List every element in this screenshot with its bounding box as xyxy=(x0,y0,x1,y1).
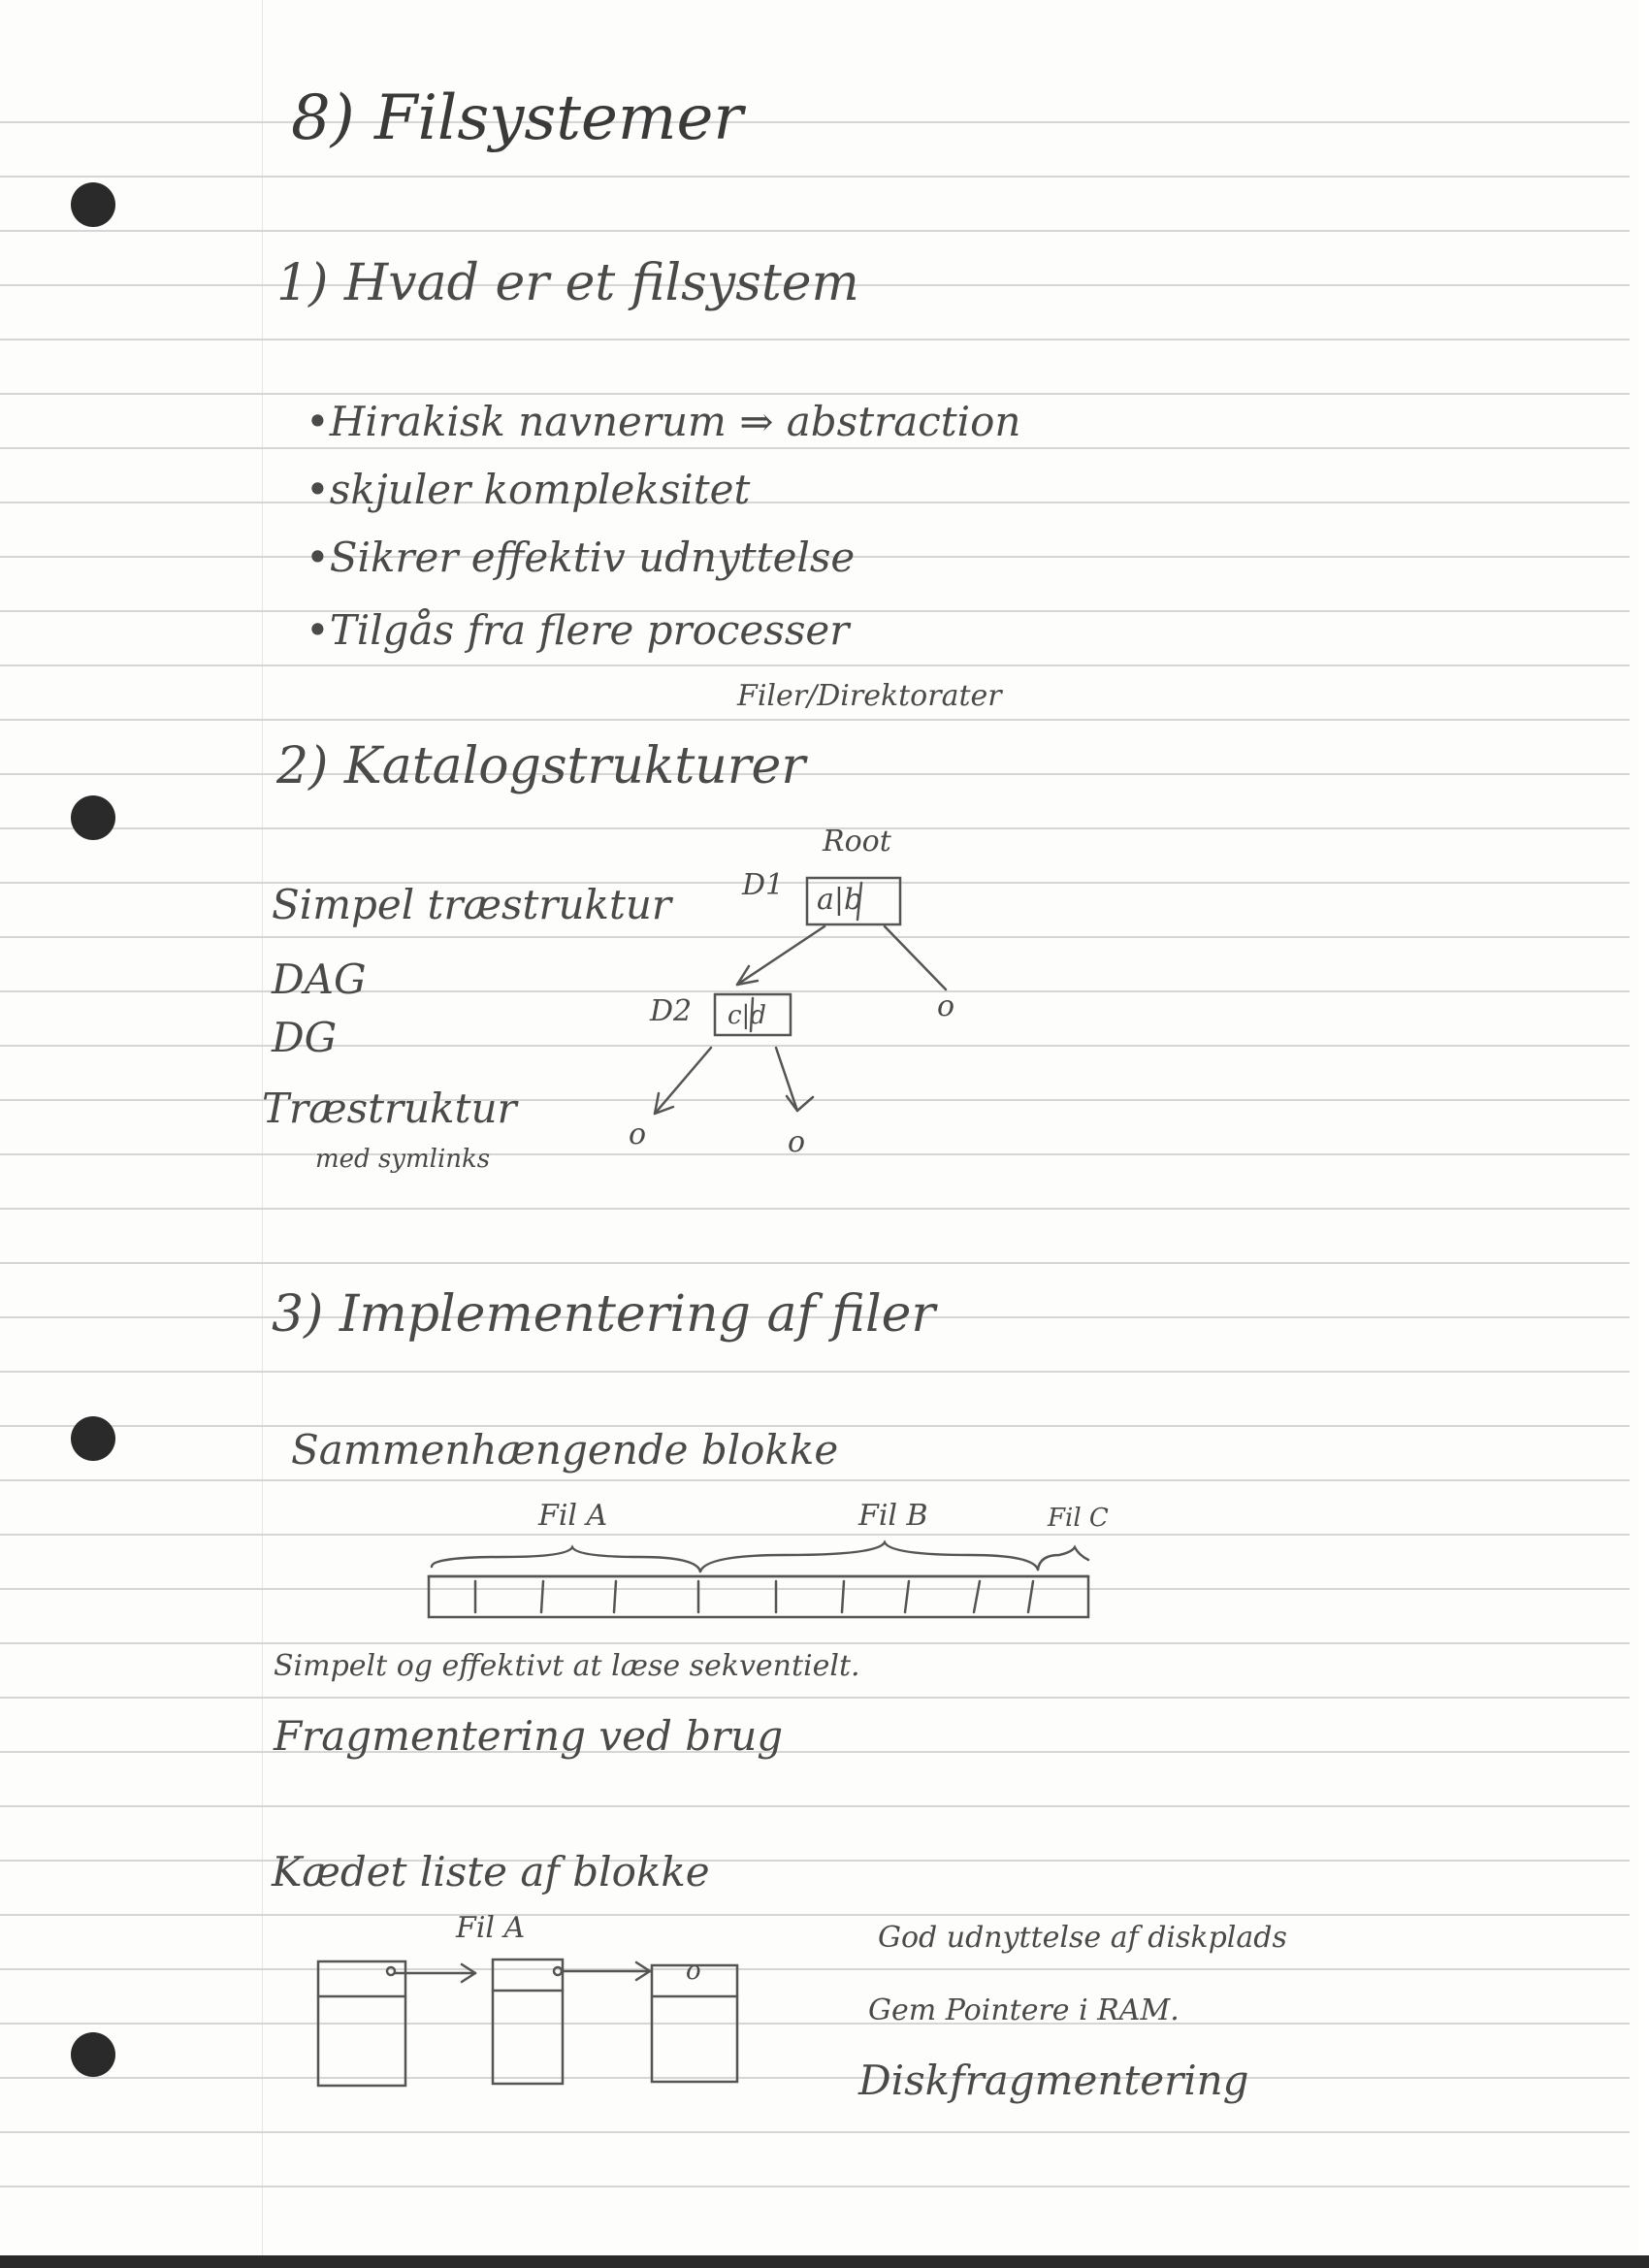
bullet-item: •Sikrer effektiv udnyttelse xyxy=(306,534,856,581)
tree-edge xyxy=(885,926,946,989)
list-item: DAG xyxy=(272,956,367,1003)
block-pointer-marker: o xyxy=(686,1957,701,1986)
list-item: Simpel træstruktur xyxy=(272,881,672,928)
note-text: Fragmentering ved brug xyxy=(274,1712,784,1760)
subsection-title: Sammenhængende blokke xyxy=(291,1426,839,1474)
file-c-brace xyxy=(1038,1547,1088,1570)
page-title: 8) Filsystemer xyxy=(291,82,743,154)
pointer-dot xyxy=(387,1967,395,1975)
leaf-node: o xyxy=(629,1118,647,1151)
scanner-edge xyxy=(0,2255,1649,2268)
arrow-head xyxy=(737,966,758,985)
node-d1-text: a|b xyxy=(817,883,863,917)
block-dividers xyxy=(475,1581,1033,1612)
linked-block xyxy=(318,1961,405,2086)
node-label-d2: D2 xyxy=(650,994,693,1028)
note-text: Diskfragmentering xyxy=(858,2057,1249,2104)
list-item-subtext: med symlinks xyxy=(315,1145,491,1174)
tree-edge xyxy=(737,926,824,985)
file-b-brace xyxy=(700,1542,1038,1571)
tree-edge xyxy=(655,1048,711,1114)
block-strip xyxy=(429,1576,1088,1617)
root-label: Root xyxy=(823,825,891,859)
note-text: Simpelt og effektivt at læse sekventielt. xyxy=(274,1649,860,1683)
note-text: Gem Pointere i RAM. xyxy=(868,1993,1180,2027)
bullet-item: •Hirakisk navnerum ⇒ abstraction xyxy=(306,398,1021,445)
node-divider xyxy=(751,998,753,1031)
file-label: Fil B xyxy=(858,1499,928,1533)
file-label: Fil A xyxy=(538,1499,608,1533)
list-item: DG xyxy=(272,1014,338,1061)
file-a-brace xyxy=(432,1547,700,1571)
tree-node-d1 xyxy=(807,878,900,924)
leaf-node: o xyxy=(788,1125,806,1159)
leaf-node: o xyxy=(937,989,955,1023)
list-item: Træstruktur xyxy=(262,1085,517,1132)
file-label: Fil A xyxy=(456,1911,526,1945)
linked-block xyxy=(652,1965,737,2082)
section-heading: 3) Implementering af filer xyxy=(272,1285,936,1344)
node-label-d1: D1 xyxy=(742,868,785,902)
section-heading: 1) Hvad er et filsystem xyxy=(276,254,859,312)
node-divider xyxy=(857,883,861,920)
bullet-item: •Tilgås fra flere processer xyxy=(306,606,850,654)
linked-block xyxy=(493,1960,563,2084)
bullet-item: •skjuler kompleksitet xyxy=(306,466,751,513)
annotation-note: Filer/Direktorater xyxy=(737,679,1002,713)
file-label: Fil C xyxy=(1048,1504,1109,1533)
section-heading: 2) Katalogstrukturer xyxy=(276,737,806,795)
tree-edge xyxy=(776,1048,797,1111)
note-text: God udnyttelse af diskplads xyxy=(878,1921,1287,1955)
subsection-title: Kædet liste af blokke xyxy=(272,1848,710,1895)
node-d2-text: c|d xyxy=(728,1001,766,1030)
arrow-head xyxy=(787,1096,813,1111)
